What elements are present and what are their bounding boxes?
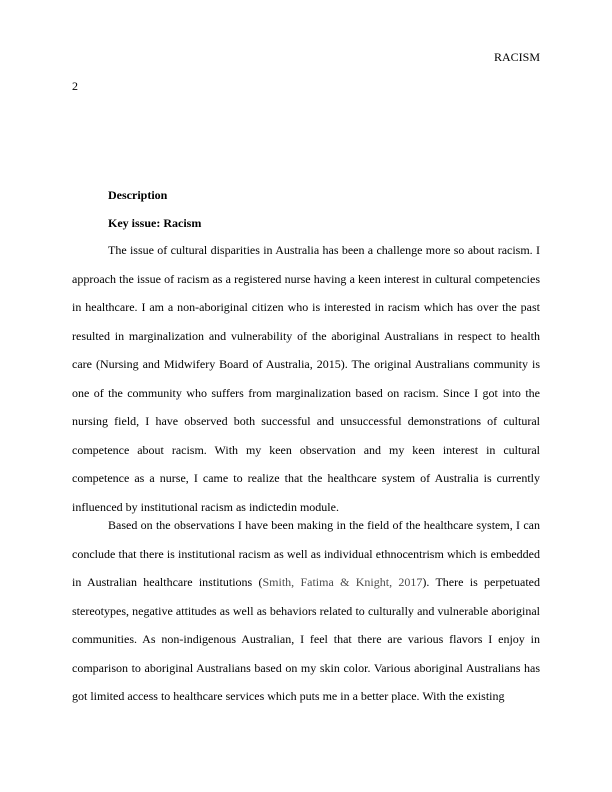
page-number: 2 (72, 79, 78, 93)
running-head: RACISM (493, 50, 540, 64)
section-heading-key-issue: Key issue: Racism (108, 216, 202, 230)
body-paragraph-2-container (72, 511, 540, 711)
body-paragraph-1-container (72, 236, 540, 521)
body-paragraph (72, 511, 540, 711)
section-heading-description: Description (108, 188, 168, 202)
body-paragraph: The issue of cultural disparities in Australia has been a challenge more so about racism. I approach the issue of racism as a registered nurse having a keen interest in cultural competencies in healthcare. I am a non-aboriginal citizen who is interested in racism which has over the past resulted in marginalization and vulnerability of the aboriginal Australians in respect to health care (Nursing and Midwifery Board of Australia, 2015). The original Australians community is one of the community who suffers from marginalization based on racism. Since I got into the nursing field, I have observed both successful and unsuccessful demonstrations of cultural competence about racism. With my keen observation and my keen interest in cultural competence as a nurse, I came to realize that the healthcare system of Australia is currently influenced by institutional racism as indictedin module. (72, 243, 540, 514)
paragraph-text-before-citation: Based on the observations I have been making in the field of the healthcare system, I can conclude that there is institutional racism as well as individual ethnocentrism which is embedded in Australian healthcare institutions ( (72, 518, 540, 589)
citation: Smith, Fatima & Knight, 2017 (262, 575, 423, 589)
paragraph-text-after-citation: ). There is perpetuated stereotypes, negative attitudes as well as behaviors related to culturally and vulnerable aboriginal communities. As non-indigenous Australian, I feel that there are various flavors I enjoy in comparison to aboriginal Australians based on my skin color. Various aboriginal Australians has got limited access to healthcare services which puts me in a better place. With the existing (72, 575, 541, 703)
